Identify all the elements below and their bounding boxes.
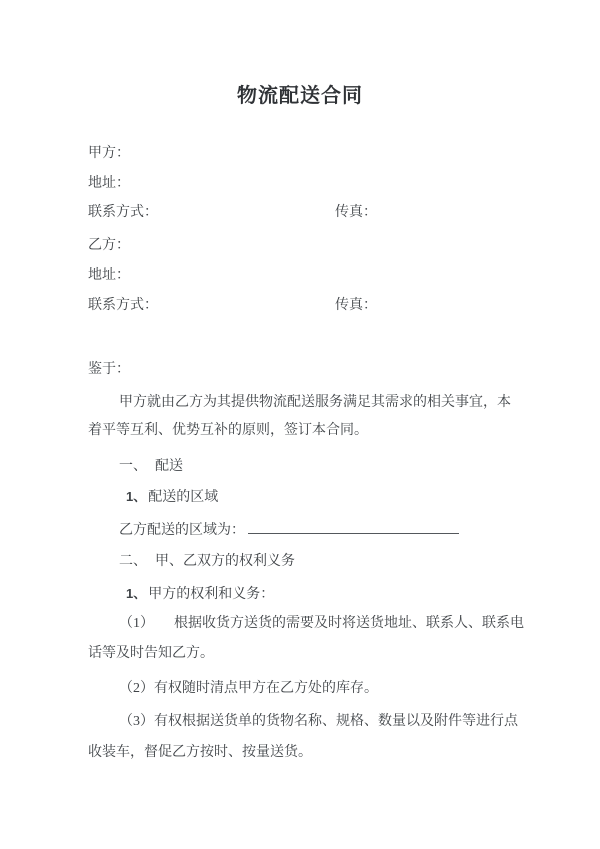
section-1-title: 配送	[155, 459, 183, 474]
clause-2-line	[119, 681, 378, 697]
clause-3-number: （3）	[119, 714, 154, 729]
clause-3-text: 有权根据送货单的货物名称、规格、数量以及附件等进行点	[154, 714, 518, 729]
clause-1-line-2: 话等及时告知乙方。	[88, 646, 214, 661]
party-b-fax-label: 传真：	[335, 298, 377, 313]
section-1-heading	[119, 459, 183, 475]
delivery-area-label: 乙方配送的区域为：	[119, 523, 245, 538]
section-2-title: 甲、乙双方的权利义务	[155, 554, 295, 569]
party-a-label: 甲方：	[88, 146, 130, 161]
item-2-number: 1、	[126, 586, 147, 601]
section-2-item-1	[126, 586, 274, 603]
document-title: 物流配送合同	[237, 85, 363, 107]
item-1-title: 配送的区域	[148, 490, 219, 505]
clause-2-text: 有权随时清点甲方在乙方处的库存。	[154, 681, 378, 696]
preamble-line-1: 甲方就由乙方为其提供物流配送服务满足其需求的相关事宜，本	[119, 395, 511, 410]
delivery-area-blank	[248, 520, 459, 534]
section-2-heading	[119, 554, 295, 570]
clause-1-line-1	[119, 616, 524, 632]
clause-2-number: （2）	[119, 681, 154, 696]
party-a-address-label: 地址：	[88, 176, 130, 191]
item-1-number: 1、	[126, 489, 147, 504]
section-1-number: 一、	[119, 459, 147, 474]
party-b-address-label: 地址：	[88, 268, 130, 283]
whereas-label: 鉴于：	[88, 362, 130, 377]
delivery-area-line	[119, 520, 459, 539]
party-a-fax-label: 传真：	[335, 205, 377, 220]
preamble-line-2: 着平等互利、优势互补的原则，签订本合同。	[88, 423, 368, 438]
party-b-label: 乙方：	[88, 238, 130, 253]
clause-3-line-1	[119, 714, 518, 730]
clause-1-text: 根据收货方送货的需要及时将送货地址、联系人、联系电	[174, 616, 524, 631]
clause-1-number: （1）	[119, 616, 154, 631]
party-a-contact-label: 联系方式：	[88, 205, 158, 220]
party-b-contact-label: 联系方式：	[88, 298, 158, 313]
item-2-title: 甲方的权利和义务：	[148, 587, 275, 602]
section-1-item-1	[126, 489, 218, 506]
section-2-number: 二、	[119, 554, 147, 569]
clause-3-line-2: 收装车，督促乙方按时、按量送货。	[88, 745, 312, 760]
